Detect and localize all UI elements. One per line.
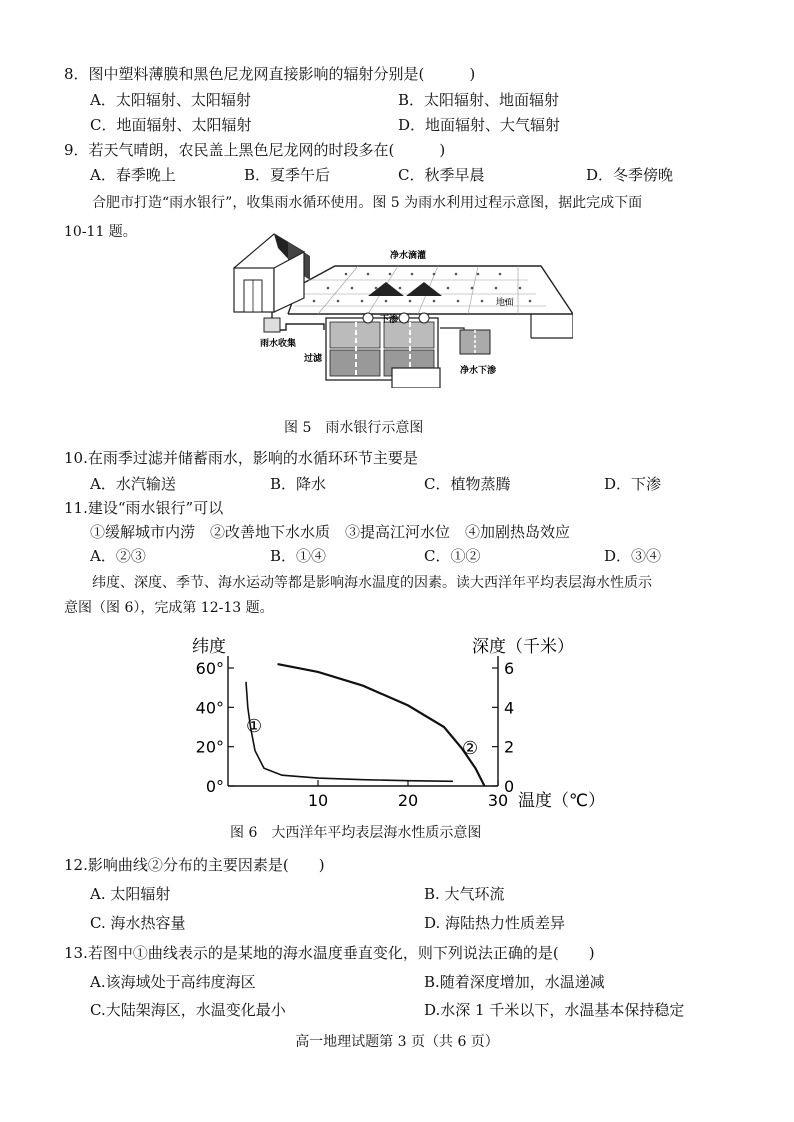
right-tick-label: 4	[504, 698, 515, 718]
q9-stem: 9．若天气晴朗，农民盖上黑色尼龙网的时段多在( )	[64, 141, 446, 159]
intro2-line2: 意图（图 6），完成第 12-13 题。	[64, 600, 274, 616]
q13-stem: 13.若图中①曲线表示的是某地的海水温度垂直变化，则下列说法正确的是( )	[64, 944, 595, 962]
figure-6-caption: 图 6 大西洋年平均表层海水性质示意图	[230, 825, 482, 841]
q12-option-c: C. 海水热容量	[90, 914, 186, 932]
left-tick-label: 0°	[205, 777, 224, 796]
label-ground: 地面	[496, 298, 515, 308]
q8-option-a: A．太阳辐射、太阳辐射	[90, 91, 251, 109]
left-tick-label: 40°	[195, 698, 224, 718]
q11-option-a: A．②③	[90, 547, 146, 565]
label-clean-seep: 净水下渗	[460, 366, 497, 376]
q10-option-c: C．植物蒸腾	[424, 475, 511, 493]
q8-option-d: D．地面辐射、大气辐射	[398, 116, 561, 134]
figure-5-rain-bank	[228, 218, 573, 388]
series-label-1: ①	[246, 716, 263, 737]
intro1-line1: 合肥市打造“雨水银行”，收集雨水循环使用。图 5 为雨水利用过程示意图，据此完成下面	[92, 195, 643, 211]
q11-stem: 11.建设“雨水银行”可以	[64, 499, 224, 517]
q12-option-b: B. 大气环流	[424, 885, 505, 903]
right-tick-label: 6	[504, 659, 515, 678]
q12-stem: 12.影响曲线②分布的主要因素是( )	[64, 856, 325, 874]
clean-seep-box	[460, 330, 490, 354]
filter-tanks	[326, 318, 440, 388]
q13-option-a: A.该海域处于高纬度海区	[90, 973, 256, 991]
q8-stem: 8．图中塑料薄膜和黑色尼龙网直接影响的辐射分别是( )	[64, 65, 476, 83]
q13-option-d: D.水深 1 千米以下，水温基本保持稳定	[424, 1001, 685, 1019]
x-tick-label: 20	[397, 791, 419, 810]
q11-items: ①缓解城市内涝 ②改善地下水水质 ③提高江河水位 ④加剧热岛效应	[90, 523, 571, 541]
left-axis-title: 纬度	[192, 637, 226, 657]
label-collect: 雨水收集	[260, 339, 297, 349]
q9-option-b: B．夏季午后	[244, 166, 331, 184]
x-tick-label: 10	[307, 791, 329, 810]
q8-option-b: B．太阳辐射、地面辐射	[398, 91, 560, 109]
label-filter: 过滤	[304, 354, 323, 364]
q12-option-d: D. 海陆热力性质差异	[424, 914, 566, 932]
left-tick-label: 20°	[195, 737, 224, 757]
q13-option-c: C.大陆架海区，水温变化最小	[90, 1001, 286, 1019]
q10-stem: 10.在雨季过滤并储蓄雨水，影响的水循环环节主要是	[64, 449, 418, 467]
x-axis-title: 温度（℃）	[518, 791, 606, 811]
q11-option-c: C．①②	[424, 547, 481, 565]
q9-option-c: C．秋季早晨	[398, 166, 485, 184]
figure-6-chart	[190, 628, 620, 818]
series-label-2: ②	[462, 738, 479, 759]
right-tick-label: 0	[504, 777, 515, 796]
intro2-line1: 纬度、深度、季节、海水运动等都是影响海水温度的因素。读大西洋年平均表层海水性质示	[92, 575, 652, 591]
label-sprinkler: 净水滴灌	[390, 251, 427, 261]
figure-5-caption: 图 5 雨水银行示意图	[284, 420, 424, 436]
q10-option-d: D．下渗	[604, 475, 662, 493]
series-line-1	[246, 682, 453, 782]
q12-option-a: A. 太阳辐射	[90, 885, 171, 903]
page-footer: 高一地理试题第 3 页（共 6 页）	[295, 1034, 499, 1050]
right-tick-label: 2	[504, 737, 515, 757]
q11-option-d: D．③④	[604, 547, 662, 565]
q10-option-b: B．降水	[270, 475, 327, 493]
label-seep: 下渗	[380, 315, 399, 325]
q10-option-a: A．水汽输送	[90, 475, 176, 493]
x-tick-label: 30	[487, 791, 509, 810]
left-tick-label: 60°	[195, 659, 224, 678]
q9-option-d: D．冬季傍晚	[586, 166, 674, 184]
q13-option-b: B.随着深度增加，水温递减	[424, 973, 605, 991]
series-line-2	[278, 664, 485, 786]
intro1-line2: 10-11 题。	[64, 224, 137, 240]
right-axis-title: 深度（千米）	[472, 637, 574, 657]
q9-option-a: A．春季晚上	[90, 166, 176, 184]
house-icon	[234, 234, 310, 312]
q11-option-b: B．①④	[270, 547, 327, 565]
q8-option-c: C．地面辐射、太阳辐射	[90, 116, 252, 134]
